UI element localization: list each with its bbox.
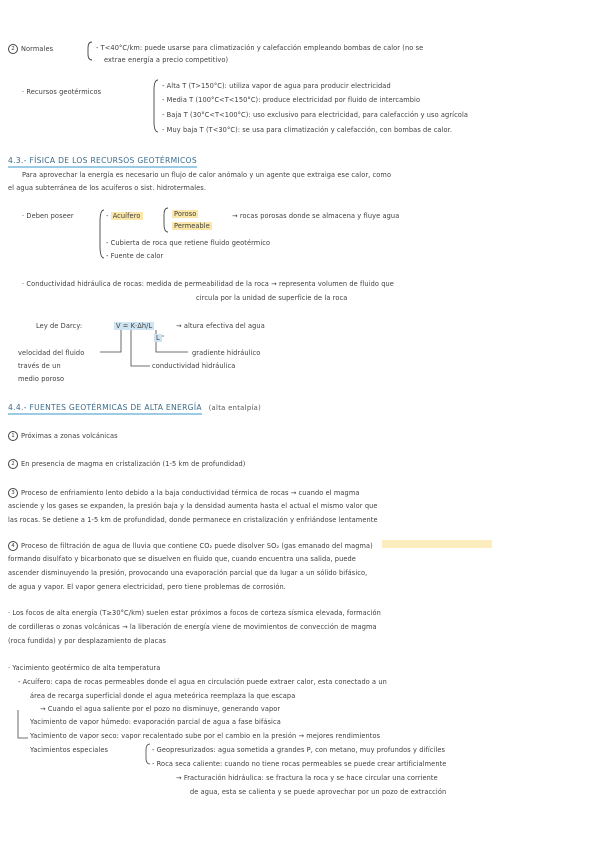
list-item-text: En presencia de magma en cristalización (1-5 km de profundidad) (21, 460, 246, 468)
list-item-text: Proceso de filtración de agua de lluvia que contiene CO₂ puede disolver SO₂ (gas emanado del magma) (21, 542, 373, 550)
paragraph-line: Para aprovechar la energía es necesario un flujo de calor anómalo y un agente que extraiga ese calor, como (22, 171, 392, 179)
section-heading-4-3 (8, 156, 197, 165)
conductividad-line: circula por la unidad de superficie de la roca (196, 294, 348, 302)
yacimiento-line: área de recarga superficial donde el agua meteórica reemplaza la que escapa (30, 692, 296, 700)
rocas-text: → rocas porosas donde se almacena y fluye agua (232, 212, 400, 220)
yacimiento-title: · Yacimiento geotérmico de alta temperatura (8, 664, 161, 672)
list-item (8, 488, 359, 498)
item-number-badge: 4 (8, 541, 18, 551)
heading-subtext: (alta entalpía) (208, 404, 262, 412)
yacimiento-line: → Cuando el agua saliente por el pozo no disminuye, generando vapor (40, 705, 281, 713)
velocidad-line: medio poroso (18, 375, 65, 383)
heading-text: 4.4.- FUENTES GEOTÉRMICAS DE ALTA ENERGÍA (8, 403, 202, 415)
recursos-label: · Recursos geotérmicos (22, 88, 102, 96)
list-item-text: formando disulfato y bicarbonato que se disuelven en fluido que, cuando encuentra una salida, puede (8, 555, 356, 563)
list-item-text: ascender disminuyendo la presión, provocando una evaporación parcial que da lugar a un sólido bifásico, (8, 569, 368, 577)
velocidad-line: velocidad del fluido (18, 349, 85, 357)
item-number-badge: 1 (8, 431, 18, 441)
gradiente-label: gradiente hidráulico (192, 349, 261, 357)
deben-label: · Deben poseer (22, 212, 74, 220)
yacimiento-line: Yacimientos especiales (30, 746, 109, 754)
normales-label: Normales (21, 45, 54, 53)
darcy-formula (114, 322, 154, 330)
heading-text: 4.3.- FÍSICA DE LOS RECURSOS GEOTÉRMICOS (8, 156, 197, 168)
velocidad-line: través de un (18, 362, 61, 370)
yacimiento-sub: de agua, esta se calienta y se puede aprovechar por un pozo de extracción (190, 788, 447, 796)
item-number-badge: 2 (8, 459, 18, 469)
recurso-item: - Media T (100°C<T<150°C): produce electricidad por fluido de intercambio (162, 96, 421, 104)
paragraph-line: el agua subterránea de los acuíferos o sist. hidrotermales. (8, 184, 207, 192)
yacimiento-line: Yacimiento de vapor húmedo: evaporación parcial de agua a fase bifásica (30, 718, 281, 726)
yacimiento-line: - Acuífero: capa de rocas permeables donde el agua en circulación puede extraer calor, esta conectado a un (18, 678, 387, 686)
conductividad-line: · Conductividad hidráulica de rocas: medida de permeabilidad de la roca → representa volumen de fluido que (22, 280, 394, 288)
acuifero-line: - Acuífero (106, 212, 141, 220)
normales-text: - T<40°C/km: puede usarse para climatización y calefacción empleando bombas de calor (no se (96, 44, 424, 52)
list-item-text: Próximas a zonas volcánicas (21, 432, 118, 440)
poroso-highlight: Poroso (174, 210, 197, 218)
so2-highlight-mark (382, 540, 492, 548)
poroso-label (172, 210, 198, 218)
recurso-item: - Muy baja T (T<30°C): se usa para climatización y calefacción, con bombas de calor. (162, 126, 453, 134)
alta-energia-line: · Los focos de alta energía (T≥30°C/km) suelen estar próximos a focos de corteza sísmica elevada, formación (8, 609, 381, 617)
section-heading-4-4 (8, 403, 261, 413)
normales-line (8, 44, 53, 54)
formula-highlight: V = K·Δh/L (116, 322, 153, 330)
item-number-badge: 3 (8, 488, 18, 498)
alta-energia-line: (roca fundida) y por desplazamiento de placas (8, 637, 166, 645)
so2-highlight (382, 540, 492, 548)
item-number-badge: 2 (8, 44, 18, 54)
list-item (8, 431, 118, 441)
yacimiento-line: Yacimiento de vapor seco: vapor recalentado sube por el cambio en la presión → mejores rendimientos (30, 732, 381, 740)
list-item-text: las rocas. Se detiene a 1-5 km de profundidad, donde permanece en cristalización y enfriándose lentamente (8, 516, 378, 524)
yacimiento-sub: → Fracturación hidráulica: se fractura la roca y se hace circular una corriente (176, 774, 438, 782)
darcy-altura: → altura efectiva del agua (176, 322, 265, 330)
list-item (8, 459, 245, 469)
darcy-label: Ley de Darcy: (36, 322, 83, 330)
yacimiento-sub: - Geopresurizados: agua sometida a grandes P, con metano, muy profundos y difíciles (152, 746, 446, 754)
list-item-text: asciende y los gases se expanden, la presión baja y la densidad aumenta hasta el actual el mismo valor que (8, 502, 378, 510)
yacimiento-sub: - Roca seca caliente: cuando no tiene rocas permeables se puede crear artificialmente (152, 760, 447, 768)
permeable-highlight: Permeable (174, 222, 210, 230)
recurso-item: - Alta T (T>150°C): utiliza vapor de agua para producir electricidad (162, 82, 391, 90)
darcy-L (154, 334, 162, 342)
recurso-item: - Baja T (30°C<T<100°C): uso exclusivo para electricidad, para calefacción y uso agrícola (162, 111, 469, 119)
acuifero-highlight: Acuífero (112, 212, 141, 220)
list-item (8, 541, 373, 551)
permeable-label (172, 222, 212, 230)
conductividad-hidraulica-label: conductividad hidráulica (152, 362, 236, 370)
fuente-text: - Fuente de calor (106, 252, 164, 260)
alta-energia-line: de cordilleras o zonas volcánicas → la liberación de energía viene de movimientos de convección de magma (8, 623, 377, 631)
normales-text-2: extrae energía a precio competitivo) (104, 56, 229, 64)
list-item-text: de agua y vapor. El vapor genera electricidad, pero tiene problemas de corrosión. (8, 583, 286, 591)
cubierta-text: - Cubierta de roca que retiene fluido geotérmico (106, 239, 271, 247)
L-highlight: L (156, 334, 160, 342)
list-item-text: Proceso de enfriamiento lento debido a la baja conductividad térmica de rocas → cuando el magma (21, 489, 360, 497)
